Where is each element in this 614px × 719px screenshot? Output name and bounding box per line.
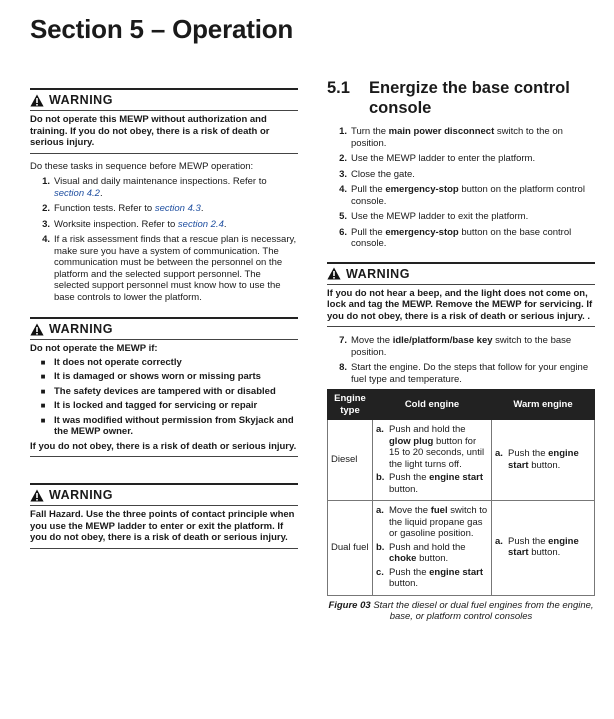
list-bold: main power disconnect (388, 126, 495, 137)
warm-engine-cell (492, 501, 595, 596)
warning-triangle-icon (327, 267, 341, 280)
list-item (30, 400, 298, 412)
table-header-row (328, 390, 595, 420)
list-text: Worksite inspection. Refer to (54, 218, 178, 230)
column-header: Cold engine (373, 390, 492, 420)
warning-header (30, 485, 298, 506)
list-text: button on the base control console. (351, 226, 572, 249)
warning-box-beep (327, 262, 595, 328)
warning-text (30, 340, 298, 457)
sub-letter: a. (495, 535, 503, 547)
cell-text: Push and hold the (389, 541, 466, 553)
cell-text: Move the (389, 505, 431, 516)
warning-lead: Do not operate the MEWP if: (30, 343, 158, 354)
warning-label: WARNING (49, 488, 113, 502)
sub-letter: a. (376, 505, 384, 516)
engine-type-cell: Diesel (328, 420, 373, 501)
list-text: Start the engine. Do the steps that follow for your engine fuel type and temperature. (351, 362, 589, 385)
list-text: It is locked and tagged for servicing or repair (54, 400, 258, 411)
bullet-icon: ■ (40, 401, 46, 410)
list-text: It is damaged or shows worn or missing parts (54, 371, 261, 382)
cell-text: button. (528, 459, 561, 471)
list-item (30, 357, 298, 369)
column-header: Warm engine (492, 390, 595, 420)
sub-letter: a. (376, 424, 384, 435)
cell-bold: choke (389, 553, 417, 564)
list-item (327, 153, 595, 165)
list-number: 6. (339, 226, 347, 238)
warning-label: WARNING (346, 266, 410, 281)
cell-text: button. (389, 578, 419, 589)
page-title: Section 5 – Operation (30, 14, 294, 44)
section-title: Energize the base control console (369, 79, 570, 117)
cell-bold: fuel (430, 505, 448, 516)
cell-text: button. (416, 553, 449, 564)
list-item (327, 362, 595, 385)
warning-header (30, 90, 298, 111)
list-item (30, 219, 298, 231)
warning-box-authorization (30, 88, 298, 154)
list-bold: emergency-stop (385, 184, 459, 195)
list-number: 1. (42, 176, 50, 187)
list-text: It was modified without permission from Skyjack and the MEWP owner. (54, 414, 294, 437)
warning-label: WARNING (49, 93, 113, 107)
punct: . (99, 187, 103, 199)
list-number: 4. (42, 234, 50, 245)
punct: . (200, 203, 204, 214)
list-bold: idle/platform/base key (392, 335, 493, 346)
list-item (30, 176, 298, 199)
cold-engine-cell (373, 501, 492, 596)
left-column (30, 88, 298, 549)
list-text: Function tests. Refer to (54, 203, 155, 214)
cell-text: Push the (389, 566, 430, 578)
warning-text: Fall Hazard. Use the three points of contact principle when you use the MEWP ladder to enter or exit the platform. If you do not obey, there is a risk of death or serious injury. (30, 506, 298, 549)
list-item (327, 126, 595, 149)
list-number: 3. (339, 168, 347, 180)
cell-bold: engine start (429, 472, 483, 483)
figure-text: Start the diesel or dual fuel engines from the engine, base, or platform control consoles (370, 599, 594, 622)
cell-bold: glow plug (389, 435, 434, 447)
warning-triangle-icon (30, 489, 44, 502)
cell-text: Push the (508, 535, 549, 547)
list-item (30, 234, 298, 303)
list-item (327, 184, 595, 207)
step-list (327, 126, 595, 250)
list-text: The safety devices are tampered with or disabled (54, 385, 276, 397)
list-item (30, 386, 298, 398)
cell-bold: engine start (508, 535, 579, 559)
list-number: 1. (339, 126, 347, 137)
warning-label: WARNING (49, 322, 113, 336)
list-text: It does not operate correctly (54, 356, 182, 368)
punct: . (223, 218, 227, 230)
list-text: Move the (351, 335, 393, 346)
list-item (327, 211, 595, 223)
sub-letter: b. (376, 541, 385, 553)
cell-text: Push and hold the (389, 424, 466, 435)
cell-bold: engine start (508, 448, 579, 471)
list-number: 7. (339, 335, 347, 346)
list-item (30, 415, 298, 438)
warning-box-fall-hazard (30, 483, 298, 549)
list-text: Use the MEWP ladder to enter the platform. (351, 153, 536, 164)
warning-triangle-icon (30, 94, 44, 107)
section-heading (327, 78, 595, 118)
list-item (327, 227, 595, 250)
list-text: Visual and daily maintenance inspections. Refer to (54, 176, 267, 187)
list-text: Use the MEWP ladder to exit the platform. (351, 211, 529, 222)
list-number: 3. (42, 218, 50, 230)
tasks-intro: Do these tasks in sequence before MEWP operation: (30, 160, 254, 172)
right-column (327, 78, 595, 623)
sub-letter: b. (376, 472, 385, 483)
list-text: switch to the base position. (351, 335, 572, 358)
cell-text: Push the (508, 448, 549, 459)
cold-engine-cell (373, 420, 492, 501)
warning-box-operate (30, 317, 298, 457)
section-link[interactable]: section 2.4 (177, 218, 224, 230)
section-link[interactable]: section 4.2 (54, 187, 100, 199)
warm-engine-cell (492, 420, 595, 501)
bullet-icon: ■ (40, 415, 46, 425)
list-item (30, 203, 298, 215)
list-number: 5. (339, 211, 347, 222)
sub-letter: c. (376, 566, 384, 578)
bullet-icon: ■ (40, 386, 46, 396)
list-text: If a risk assessment finds that a rescue plan is necessary, make sure you have a system of communication. The communication must be between the personnel on the platform and the selected support personnel. The selected support personnel must know how to use the base controls to lower the platform. (54, 234, 297, 303)
step-list-continued (327, 335, 595, 385)
sub-letter: a. (495, 448, 503, 459)
task-list (30, 176, 298, 303)
column-header: Engine type (328, 390, 373, 420)
list-item (327, 169, 595, 181)
list-item (327, 335, 595, 358)
warning-header (30, 319, 298, 340)
list-text: Pull the (351, 226, 386, 238)
bullet-icon: ■ (40, 357, 46, 367)
figure-caption (327, 600, 595, 623)
list-bold: emergency-stop (385, 226, 459, 238)
cell-bold: engine start (429, 566, 483, 578)
list-text: Pull the (351, 184, 386, 195)
section-number: 5.1 (327, 79, 350, 97)
list-number: 8. (339, 362, 347, 373)
section-link[interactable]: section 4.3 (154, 203, 201, 214)
cell-text: button for 15 to 20 seconds, until the light turns off. (389, 435, 485, 470)
list-text: button on the platform control console. (351, 184, 585, 207)
cell-text: button. (528, 547, 561, 559)
list-number: 4. (339, 184, 347, 195)
cell-text: button. (389, 483, 419, 495)
warning-text: If you do not hear a beep, and the light does not come on, lock and tag the MEWP. Remove the MEWP for servicing. If you do not obey, there is a risk of death or serious injury. . (327, 285, 595, 328)
figure-label: Figure 03 (328, 599, 371, 611)
table-row (328, 501, 595, 596)
bullet-icon: ■ (40, 372, 46, 381)
engine-type-cell: Dual fuel (328, 501, 373, 596)
list-text: Turn the (351, 126, 389, 137)
table-row (328, 420, 595, 501)
engine-start-table (327, 389, 595, 596)
warning-text: Do not operate this MEWP without authorization and training. If you do not obey, there is a risk of death or serious injury. (30, 111, 298, 154)
list-item (30, 371, 298, 383)
warning-header (327, 264, 595, 285)
list-text: Close the gate. (351, 168, 415, 180)
warning-triangle-icon (30, 323, 44, 336)
list-number: 2. (42, 203, 50, 214)
list-number: 2. (339, 153, 347, 164)
list-text: switch to the on position. (351, 126, 563, 149)
warning-tail: If you do not obey, there is a risk of death or serious injury. (30, 440, 297, 452)
cell-text: Push the (389, 472, 430, 483)
warning-list (30, 357, 298, 438)
cell-text: switch to the liquid propane gas or gasoline position. (389, 505, 488, 539)
